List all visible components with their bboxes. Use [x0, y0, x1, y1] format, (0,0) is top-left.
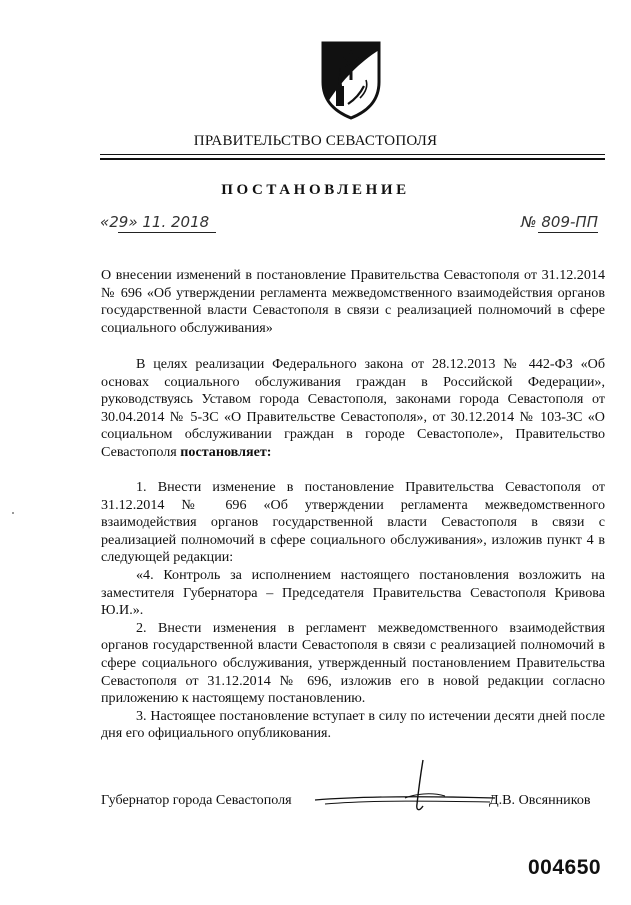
item-1-quote: «4. Контроль за исполнением настоящего постановления возложить на заместителя Губернатора – Председателя Правительства Севастополя Кривова Ю.И.». [101, 566, 605, 619]
preamble-text: В целях реализации Федерального закона от 28.12.2013 № 442-ФЗ «Об основах социального обслуживания граждан в Российской Федерации», руководствуясь Уставом города Севастополя, законами города Севастополя от 30.04.2014 № 5-ЗС «О Правительстве Севастополя», от 30.12.2014 № 103-ЗС «О социальном обслуживании граждан в городе Севастополе», Правительство Севастополя [101, 356, 605, 460]
preamble-decree-word: постановляет: [180, 443, 272, 460]
item-2: 2. Внести изменения в регламент межведомственного взаимодействия органов государственной власти Севастополя в связи с реализацией полномочий в сфере социального обслуживания, утвержденный постановлением Правительства Севастополя от 31.12.2014 № 696, изложив его в новой редакции согласно приложению к настоящему постановлению. [101, 619, 605, 707]
date-underline [118, 232, 216, 233]
item-3: 3. Настоящее постановление вступает в силу по истечении десяти дней после дня его официального опубликования. [101, 707, 605, 742]
signatory-name: Д.В. Овсянников [489, 792, 591, 808]
scan-speck [12, 512, 14, 514]
handwritten-signature [305, 758, 505, 818]
document-title [101, 267, 605, 337]
document-number: № 809-ПП [521, 213, 598, 231]
preamble [101, 356, 605, 462]
signatory-title: Губернатор города Севастополя [101, 792, 292, 808]
title-text: О внесении изменений в постановление Правительства Севастополя от 31.12.2014 № 696 «Об утверждении регламента межведомственного взаимодействия органов государственной власти Севастополя в связи с реализацией полномочий в сфере социального обслуживания» [101, 267, 605, 336]
document-type: ПОСТАНОВЛЕНИЕ [221, 182, 410, 198]
registry-number: 004650 [528, 856, 602, 879]
organization-name: ПРАВИТЕЛЬСТВО СЕВАСТОПОЛЯ [193, 133, 438, 149]
number-underline [538, 232, 598, 233]
header-rule-thick [100, 158, 605, 160]
decree-items [101, 479, 605, 743]
header-rule-thin [100, 154, 605, 155]
sevastopol-coat-of-arms [320, 40, 382, 120]
item-1: 1. Внести изменение в постановление Правительства Севастополя от 31.12.2014 № 696 «Об утверждении регламента межведомственного взаимодействия органов государственной власти Севастополя в связи с реализацией полномочий в сфере социального обслуживания», изложив пункт 4 в следующей редакции: [101, 479, 605, 566]
document-date: «29» 11. 2018 [100, 213, 210, 231]
